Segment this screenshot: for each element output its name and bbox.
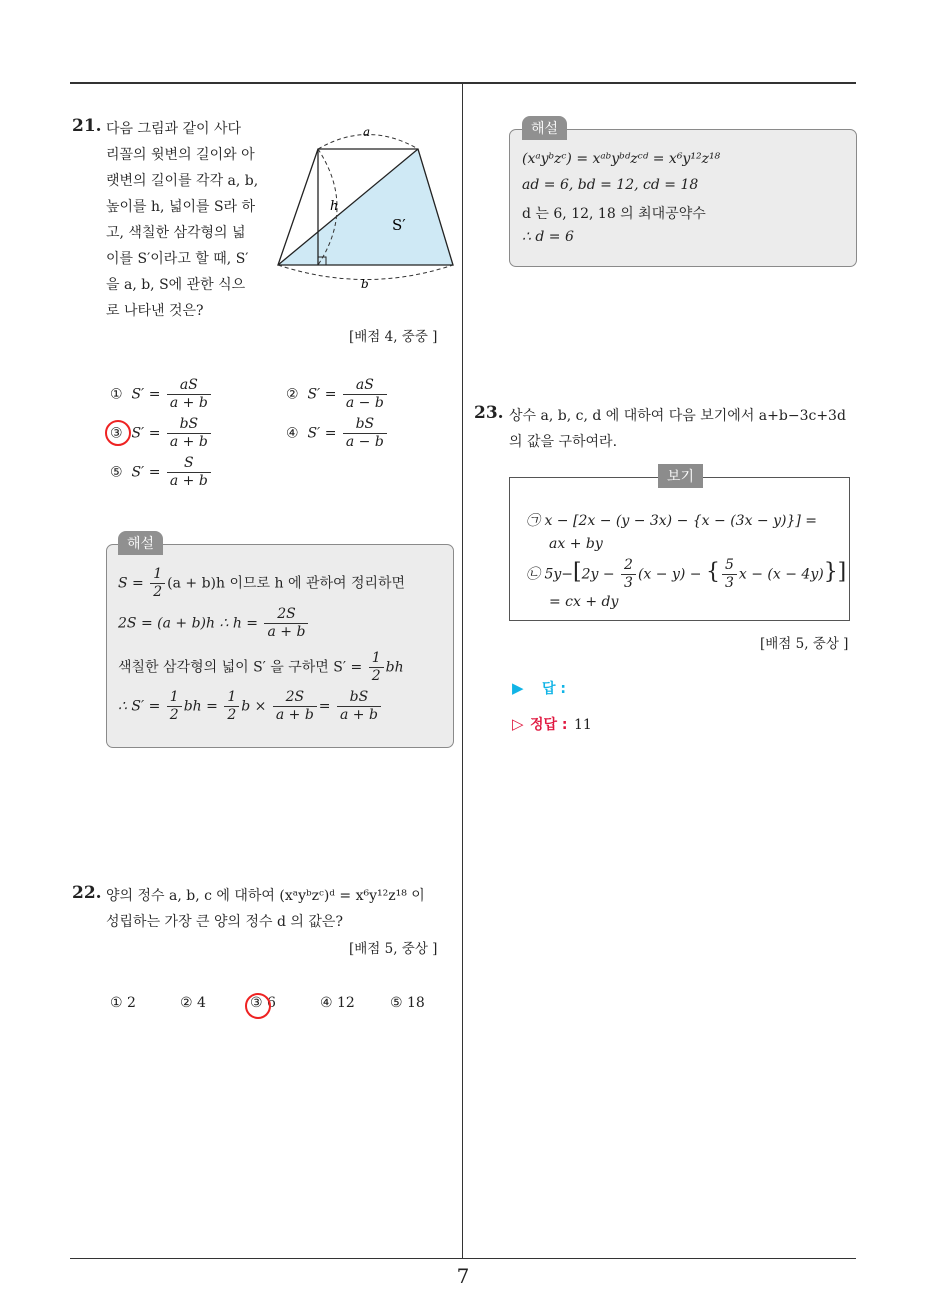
selected-answer-circle — [245, 993, 271, 1019]
brace: { — [705, 559, 720, 585]
frac-den: a + b — [169, 395, 208, 411]
option-lhs: S′ = — [307, 425, 337, 442]
bottom-rule — [70, 1258, 856, 1259]
label-h: h — [330, 199, 339, 214]
option-lhs: S′ = — [131, 464, 161, 481]
text: x − (x − 4y) — [738, 566, 824, 583]
frac-num: 1 — [167, 689, 182, 707]
answer-row — [512, 678, 566, 698]
text: b × — [241, 698, 267, 715]
fraction — [264, 606, 308, 641]
frac-den: a + b — [339, 707, 378, 723]
q21-text-line: 높이를 h, 넓이를 S라 하 — [106, 199, 256, 215]
frac-den: 2 — [153, 584, 163, 600]
frac-den: a − b — [345, 395, 384, 411]
frac-den: 2 — [227, 707, 237, 723]
option-fraction — [167, 377, 211, 412]
q22-solution-line-2: ad = 6, bd = 12, cd = 18 — [522, 177, 699, 193]
q23-text-line-2: 의 값을 구하여라. — [509, 434, 618, 450]
bracket: [ — [573, 559, 582, 585]
bogi-line-3 — [526, 557, 846, 592]
option-lhs: S′ = — [307, 386, 337, 403]
fraction — [722, 557, 737, 592]
correct-answer-row — [512, 714, 592, 734]
top-rule — [70, 82, 856, 84]
q22-solution-line-1: (xᵃyᵇzᶜ) = xᵃᵇyᵇᵈzᶜᵈ = x⁶y¹²z¹⁸ — [522, 151, 721, 167]
text: bh = — [183, 698, 218, 715]
brace: }] — [823, 559, 847, 585]
option-mark: ③ — [110, 425, 123, 442]
bogi-mark: ㉡ — [526, 566, 540, 583]
frac-num: 2S — [264, 606, 308, 624]
shaded-triangle — [278, 149, 453, 265]
frac-num: aS — [167, 377, 211, 395]
q21-score: [배점 4, 중중 ] — [349, 329, 438, 345]
text: bh — [385, 659, 404, 676]
option-fraction — [343, 416, 387, 451]
q22-solution-line-3: d 는 6, 12, 18 의 최대공약수 — [522, 206, 706, 222]
q22-option-4[interactable]: ④ 12 — [320, 995, 355, 1011]
play-icon: ▶ — [512, 679, 524, 697]
frac-den: a + b — [169, 473, 208, 489]
option-fraction — [343, 377, 387, 412]
option-mark: ① — [110, 386, 123, 403]
frac-num: bS — [337, 689, 381, 707]
q21-text-line: 을 a, b, S에 관한 식으 — [106, 277, 246, 293]
frac-num: S — [167, 455, 211, 473]
option-mark: ⑤ — [110, 464, 123, 481]
trapezoid-figure — [272, 118, 462, 298]
bogi-tag: 보기 — [658, 464, 703, 488]
q22-text-line-1: 양의 정수 a, b, c 에 대하여 (xᵃyᵇzᶜ)ᵈ = x⁶y¹²z¹⁸ 이 — [106, 888, 425, 904]
q22-solution-tag: 해설 — [522, 116, 567, 140]
q23-text-line-1: 상수 a, b, c, d 에 대하여 다음 보기에서 a+b−3c+3d — [509, 408, 846, 424]
answer-label: 답 : — [542, 681, 566, 697]
q21-option-4[interactable] — [286, 416, 389, 451]
option-mark: ② — [286, 386, 299, 403]
q22-option-1[interactable]: ① 2 — [110, 995, 136, 1011]
option-lhs: S′ = — [131, 386, 161, 403]
frac-num: 1 — [369, 650, 384, 668]
frac-num: 5 — [722, 557, 737, 575]
q22-solution-box — [509, 129, 857, 267]
frac-den: a + b — [275, 707, 314, 723]
q22-option-2[interactable]: ② 4 — [180, 995, 206, 1011]
text: S = — [118, 575, 144, 592]
text: (a + b)h 이므로 h 에 관하여 정리하면 — [167, 575, 406, 592]
play-outline-icon: ▷ — [512, 715, 524, 733]
frac-den: 2 — [169, 707, 179, 723]
column-divider — [462, 82, 463, 1258]
bogi-line-2: ax + by — [549, 536, 603, 552]
q21-text-line: 이를 S′이라고 할 때, S′ — [106, 251, 249, 267]
option-lhs: S′ = — [131, 425, 161, 442]
correct-label: 정답 : — [530, 717, 568, 733]
frac-num: 1 — [224, 689, 239, 707]
fraction — [337, 689, 381, 724]
q21-option-2[interactable] — [286, 377, 389, 412]
fraction — [167, 689, 182, 724]
selected-answer-circle — [105, 420, 131, 446]
text: = — [318, 698, 331, 715]
q21-text-line: 랫변의 길이를 각각 a, b, — [106, 173, 259, 189]
q22-number: 22. — [72, 883, 102, 903]
text: (x − y) − — [637, 566, 702, 583]
text: 2y − — [581, 566, 615, 583]
q21-text-line: 로 나타낸 것은? — [106, 303, 204, 319]
frac-den: 3 — [724, 575, 734, 591]
frac-num: aS — [343, 377, 387, 395]
q23-number: 23. — [474, 403, 504, 423]
frac-den: 3 — [624, 575, 633, 591]
q22-score: [배점 5, 중상 ] — [349, 941, 438, 957]
q21-option-5[interactable] — [110, 455, 213, 490]
frac-num: 2S — [273, 689, 317, 707]
fraction — [224, 689, 239, 724]
text: ∴ S′ = — [118, 698, 161, 715]
q21-option-1[interactable] — [110, 377, 213, 412]
q23-score: [배점 5, 중상 ] — [760, 636, 849, 652]
frac-den: a + b — [267, 624, 306, 640]
fraction — [621, 557, 636, 592]
q21-solution-line-4 — [118, 689, 383, 724]
label-s-prime: S′ — [392, 216, 406, 234]
q21-solution-line-2 — [118, 606, 310, 641]
q22-option-5[interactable]: ⑤ 18 — [390, 995, 425, 1011]
correct-value: 11 — [573, 717, 592, 733]
q21-text-line: 다음 그림과 같이 사다 — [106, 121, 242, 137]
q21-text — [106, 116, 276, 324]
text: 색칠한 삼각형의 넓이 S′ 을 구하면 S′ = — [118, 659, 363, 676]
option-mark: ④ — [286, 425, 299, 442]
frac-num: 2 — [621, 557, 636, 575]
q21-solution-line-1 — [118, 566, 405, 601]
option-fraction — [167, 455, 211, 490]
frac-den: a + b — [169, 434, 208, 450]
frac-num: bS — [167, 416, 211, 434]
text: 2S = (a + b)h ∴ h = — [118, 615, 259, 632]
fraction — [369, 650, 384, 685]
option-fraction — [167, 416, 211, 451]
page-number: 7 — [456, 1264, 470, 1288]
bogi-line-4: = cx + dy — [549, 594, 619, 610]
q22-solution-line-4: ∴ d = 6 — [522, 229, 574, 245]
fraction — [150, 566, 165, 601]
frac-num: 1 — [150, 566, 165, 584]
bogi-line-1: ㉠ x − [2x − (y − 3x) − {x − (3x − y)}] = — [526, 513, 818, 529]
q21-text-line: 리꼴의 윗변의 길이와 아 — [106, 147, 255, 163]
frac-den: a − b — [345, 434, 384, 450]
frac-num: bS — [343, 416, 387, 434]
fraction — [273, 689, 317, 724]
text: 5y− — [544, 566, 573, 583]
label-a: a — [363, 125, 371, 139]
q22-text-line-2: 성립하는 가장 큰 양의 정수 d 의 값은? — [106, 914, 343, 930]
label-b: b — [361, 277, 369, 291]
q22-option-3[interactable]: ③ 6 — [250, 995, 276, 1011]
q21-text-line: 고, 색칠한 삼각형의 넓 — [106, 225, 246, 241]
q21-solution-line-3 — [118, 650, 404, 685]
q21-solution-tag: 해설 — [118, 531, 163, 555]
frac-den: 2 — [371, 668, 381, 684]
q21-number: 21. — [72, 116, 102, 136]
